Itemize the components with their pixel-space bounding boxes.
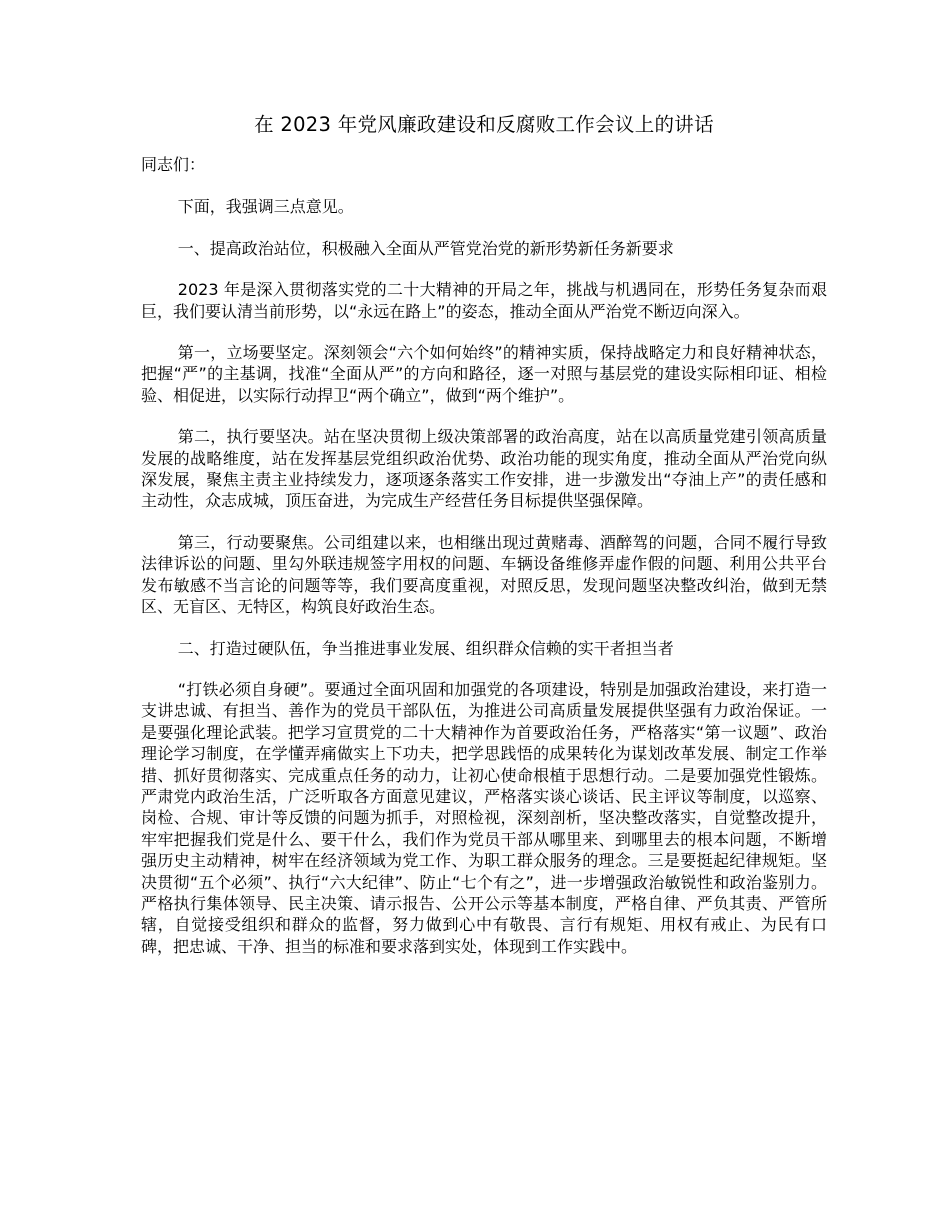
paragraph-situation: 2023 年是深入贯彻落实党的二十大精神的开局之年，挑战与机遇同在，形势任务复杂而艰巨，我们要认清当前形势，以“永远在路上”的姿态，推动全面从严治党不断迈向深入。 <box>141 280 827 321</box>
section-heading-1: 一、提高政治站位，积极融入全面从严管党治党的新形势新任务新要求 <box>177 238 674 258</box>
document-title: 在 2023 年党风廉政建设和反腐败工作会议上的讲话 <box>254 113 714 136</box>
paragraph-intro: 下面，我强调三点意见。 <box>177 197 354 217</box>
paragraph-point-2: 第二，执行要坚决。站在坚决贯彻上级决策部署的政治高度，站在以高质量党建引领高质量发展的战略维度，站在发挥基层党组织政治优势、政治功能的现实角度，推动全面从严治党向纵深发展，聚焦主责主业持续发力，逐项逐条落实工作安排，进一步激发出“夺油上产”的责任感和主动性，众志成城，顶压奋进，为完成生产经营任务目标提供坚强保障。 <box>141 427 827 511</box>
salutation: 同志们： <box>141 155 206 174</box>
section-heading-2: 二、打造过硬队伍，争当推进事业发展、组织群众信赖的实干者担当者 <box>177 638 674 658</box>
document-page <box>141 110 827 977</box>
paragraph-point-1: 第一，立场要坚定。深刻领会“六个如何始终”的精神实质，保持战略定力和良好精神状态，把握“严”的主基调，找准“全面从严”的方向和路径，逐一对照与基层党的建设实际相印证、相检验、相促进，以实际行动捍卫“两个确立”，做到“两个维护”。 <box>141 343 827 405</box>
paragraph-point-3: 第三，行动要聚焦。公司组建以来，也相继出现过黄赌毒、酒醉驾的问题，合同不履行导致法律诉讼的问题、里勾外联违规签字用权的问题、车辆设备维修弄虚作假的问题、利用公共平台发布敏感不当言论的问题等等，我们要高度重视，对照反思，发现问题坚决整改纠治，做到无禁区、无盲区、无特区，构筑良好政治生态。 <box>141 532 827 617</box>
paragraph-team-building: “打铁必须自身硬”。要通过全面巩固和加强党的各项建设，特别是加强政治建设，来打造一支讲忠诚、有担当、善作为的党员干部队伍，为推进公司高质量发展提供坚强有力政治保证。一是要强化理论武装。把学习宣贯党的二十大精神作为首要政治任务，严格落实“第一议题”、政治理论学习制度，在学懂弄痛做实上下功夫，把学思践悟的成果转化为谋划改革发展、制定工作举措、抓好贯彻落实、完成重点任务的动力，让初心使命根植于思想行动。二是要加强党性锻炼。严肃党内政治生活，广泛听取各方面意见建议，严格落实谈心谈话、民主评议等制度，以巡察、岗检、合规、审计等反馈的问题为抓手，对照检视，深刻剖析，坚决整改落实，自觉整改提升，牢牢把握我们党是什么、要干什么，我们作为党员干部从哪里来、到哪里去的根本问题，不断增强历史主动精神，树牢在经济领域为党工作、为职工群众服务的理念。三是要挺起纪律规矩。坚决贯彻“五个必须”、执行“六大纪律”、防止“七个有之”，进一步增强政治敏锐性和政治鉴别力。严格执行集体领导、民主决策、请示报告、公开公示等基本制度，严格自律、严负其责、严管所辖，自觉接受组织和群众的监督，努力做到心中有敬畏、言行有规矩、用权有戒止、为民有口碑，把忠诚、干净、担当的标准和要求落到实处，体现到工作实践中。 <box>141 679 827 956</box>
